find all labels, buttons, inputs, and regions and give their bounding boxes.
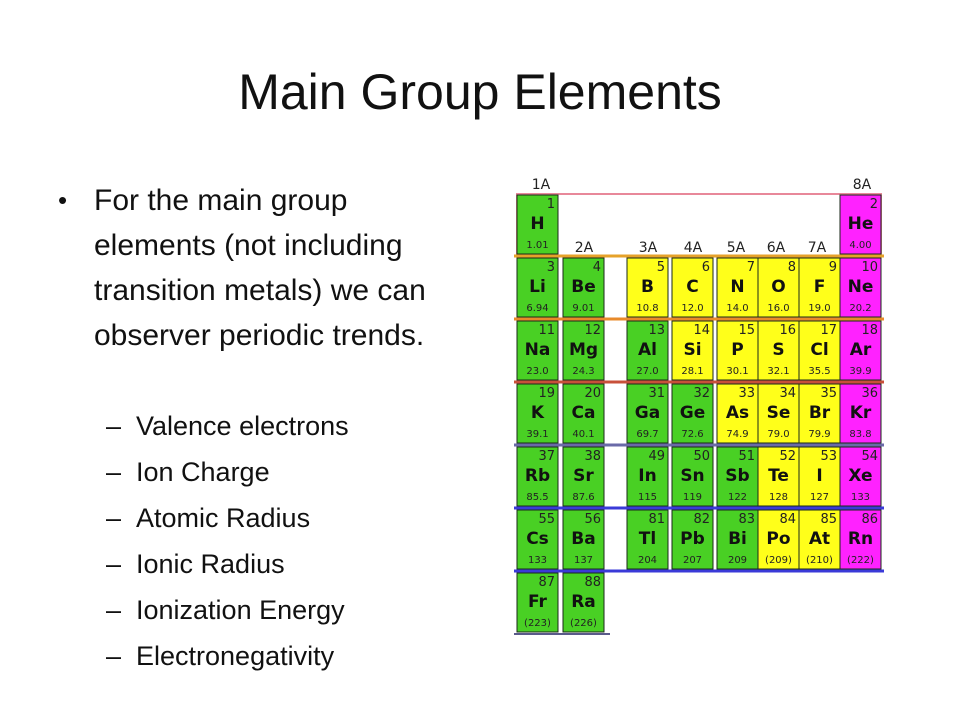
atomic-mass: 127 — [809, 492, 830, 503]
atomic-mass: 10.8 — [636, 303, 659, 314]
atomic-mass: 27.0 — [636, 366, 659, 377]
element-symbol: Sn — [680, 466, 705, 486]
element-symbol: Ar — [849, 340, 872, 360]
group-header: 8A — [852, 177, 872, 193]
element-symbol: Bi — [728, 529, 747, 549]
atomic-mass: 209 — [727, 555, 748, 566]
element-symbol: Pb — [680, 529, 705, 549]
atomic-mass: 14.0 — [726, 303, 749, 314]
atomic-mass: (223) — [524, 618, 551, 629]
element-symbol: H — [530, 214, 545, 234]
element-symbol: C — [686, 277, 699, 297]
atomic-number: 16 — [779, 323, 796, 338]
group-header: 3A — [638, 240, 658, 256]
atomic-mass: 137 — [573, 555, 594, 566]
trend-label: Valence electrons — [136, 411, 349, 441]
atomic-mass: 128 — [768, 492, 789, 503]
atomic-number: 11 — [538, 323, 555, 338]
element-symbol: Kr — [849, 403, 872, 423]
atomic-number: 33 — [738, 386, 755, 401]
atomic-number: 17 — [820, 323, 837, 338]
atomic-number: 38 — [584, 449, 601, 464]
atomic-number: 31 — [648, 386, 665, 401]
element-symbol: Ne — [847, 277, 874, 297]
atomic-mass: 35.5 — [808, 366, 831, 377]
atomic-mass: 87.6 — [572, 492, 595, 503]
main-bullet-text: For the main group elements (not including transition metals) we can observer periodic trends. — [94, 184, 426, 352]
atomic-number: 20 — [584, 386, 601, 401]
atomic-number: 1 — [546, 197, 555, 212]
atomic-mass: 12.0 — [681, 303, 704, 314]
trend-label: Atomic Radius — [136, 503, 311, 533]
bullet-dot: • — [58, 185, 68, 215]
element-symbol: Cl — [810, 340, 829, 360]
element-symbol: Rn — [847, 529, 874, 549]
element-symbol: Be — [571, 277, 596, 297]
element-symbol: Si — [683, 340, 702, 360]
element-symbol: Li — [529, 277, 546, 297]
atomic-mass: 204 — [637, 555, 658, 566]
atomic-mass: 4.00 — [849, 240, 872, 251]
element-symbol: Cs — [526, 529, 549, 549]
element-symbol: Se — [766, 403, 791, 423]
atomic-number: 85 — [820, 512, 837, 527]
element-symbol: Tl — [638, 529, 657, 549]
atomic-mass: 85.5 — [526, 492, 549, 503]
element-symbol: I — [816, 466, 823, 486]
atomic-mass: 28.1 — [681, 366, 704, 377]
element-symbol: Fr — [528, 592, 547, 612]
group-header: 2A — [574, 240, 594, 256]
atomic-number: 8 — [787, 260, 796, 275]
group-header: 1A — [531, 177, 551, 193]
element-symbol: Ca — [571, 403, 596, 423]
atomic-mass: 72.6 — [681, 429, 704, 440]
trend-item: – Valence electrons — [106, 411, 349, 441]
atomic-mass: 20.2 — [849, 303, 872, 314]
trend-label: Ionic Radius — [136, 549, 285, 579]
element-symbol: Na — [524, 340, 551, 360]
atomic-number: 15 — [738, 323, 755, 338]
element-symbol: Rb — [524, 466, 551, 486]
group-header: 4A — [683, 240, 703, 256]
atomic-number: 56 — [584, 512, 601, 527]
atomic-number: 35 — [820, 386, 837, 401]
trend-item: – Atomic Radius — [106, 503, 311, 533]
atomic-mass: 1.01 — [526, 240, 549, 251]
atomic-number: 53 — [820, 449, 837, 464]
trend-item: – Electronegativity — [106, 641, 335, 671]
atomic-number: 50 — [693, 449, 710, 464]
element-symbol: Sb — [725, 466, 750, 486]
group-header: 6A — [766, 240, 786, 256]
atomic-mass: 207 — [682, 555, 703, 566]
atomic-number: 9 — [828, 260, 837, 275]
atomic-number: 86 — [861, 512, 878, 527]
trend-label: Ionization Energy — [136, 595, 345, 625]
trend-label: Electronegativity — [136, 641, 335, 671]
element-symbol: He — [847, 214, 874, 234]
atomic-number: 10 — [861, 260, 878, 275]
element-symbol: As — [725, 403, 750, 423]
atomic-mass: 69.7 — [636, 429, 659, 440]
atomic-number: 32 — [693, 386, 710, 401]
atomic-number: 81 — [648, 512, 665, 527]
element-symbol: At — [808, 529, 831, 549]
element-symbol: B — [641, 277, 654, 297]
atomic-mass: 40.1 — [572, 429, 595, 440]
atomic-mass: 24.3 — [572, 366, 595, 377]
atomic-number: 18 — [861, 323, 878, 338]
atomic-number: 3 — [546, 260, 555, 275]
atomic-number: 5 — [656, 260, 665, 275]
element-symbol: Ga — [634, 403, 661, 423]
group-header: 5A — [726, 240, 746, 256]
atomic-mass: 119 — [682, 492, 703, 503]
element-symbol: Al — [638, 340, 657, 360]
atomic-number: 84 — [779, 512, 796, 527]
atomic-mass: 115 — [637, 492, 658, 503]
atomic-number: 54 — [861, 449, 878, 464]
atomic-mass: 133 — [527, 555, 548, 566]
element-symbol: Po — [766, 529, 791, 549]
atomic-number: 55 — [538, 512, 555, 527]
atomic-number: 6 — [701, 260, 710, 275]
element-symbol: S — [772, 340, 785, 360]
atomic-mass: (209) — [765, 555, 792, 566]
atomic-number: 83 — [738, 512, 755, 527]
atomic-number: 52 — [779, 449, 796, 464]
atomic-number: 4 — [592, 260, 601, 275]
trend-item: – Ionization Energy — [106, 595, 345, 625]
atomic-mass: 39.9 — [849, 366, 872, 377]
atomic-mass: 133 — [850, 492, 871, 503]
atomic-number: 14 — [693, 323, 710, 338]
element-symbol: Te — [768, 466, 789, 486]
element-symbol: In — [638, 466, 657, 486]
atomic-number: 87 — [538, 575, 555, 590]
atomic-mass: 79.9 — [808, 429, 831, 440]
atomic-mass: 39.1 — [526, 429, 549, 440]
atomic-mass: 74.9 — [726, 429, 749, 440]
element-symbol: N — [730, 277, 745, 297]
atomic-mass: 19.0 — [808, 303, 831, 314]
atomic-number: 51 — [738, 449, 755, 464]
group-header: 7A — [807, 240, 827, 256]
element-symbol: F — [813, 277, 826, 297]
element-symbol: Br — [808, 403, 831, 423]
atomic-mass: 9.01 — [572, 303, 595, 314]
atomic-number: 12 — [584, 323, 601, 338]
element-symbol: P — [731, 340, 744, 360]
atomic-mass: 32.1 — [767, 366, 790, 377]
atomic-number: 82 — [693, 512, 710, 527]
element-symbol: Mg — [568, 340, 599, 360]
element-symbol: O — [771, 277, 786, 297]
atomic-mass: (210) — [806, 555, 833, 566]
element-symbol: Ge — [679, 403, 706, 423]
atomic-number: 2 — [869, 197, 878, 212]
atomic-number: 36 — [861, 386, 878, 401]
trend-item: – Ionic Radius — [106, 549, 285, 579]
atomic-mass: (222) — [847, 555, 874, 566]
atomic-number: 19 — [538, 386, 555, 401]
atomic-mass: 83.8 — [849, 429, 872, 440]
atomic-mass: 122 — [727, 492, 748, 503]
atomic-number: 13 — [648, 323, 665, 338]
atomic-mass: 79.0 — [767, 429, 790, 440]
atomic-mass: (226) — [570, 618, 597, 629]
element-symbol: Xe — [848, 466, 873, 486]
atomic-number: 34 — [779, 386, 796, 401]
atomic-mass: 30.1 — [726, 366, 749, 377]
trend-label: Ion Charge — [136, 457, 270, 487]
element-symbol: Ra — [571, 592, 596, 612]
atomic-number: 37 — [538, 449, 555, 464]
atomic-number: 7 — [746, 260, 755, 275]
atomic-mass: 23.0 — [526, 366, 549, 377]
element-symbol: Sr — [573, 466, 594, 486]
atomic-mass: 6.94 — [526, 303, 549, 314]
atomic-mass: 16.0 — [767, 303, 790, 314]
atomic-number: 88 — [584, 575, 601, 590]
element-symbol: K — [530, 403, 545, 423]
element-symbol: Ba — [571, 529, 596, 549]
trend-item: – Ion Charge — [106, 457, 270, 487]
atomic-number: 49 — [648, 449, 665, 464]
slide-title: Main Group Elements — [238, 64, 722, 120]
